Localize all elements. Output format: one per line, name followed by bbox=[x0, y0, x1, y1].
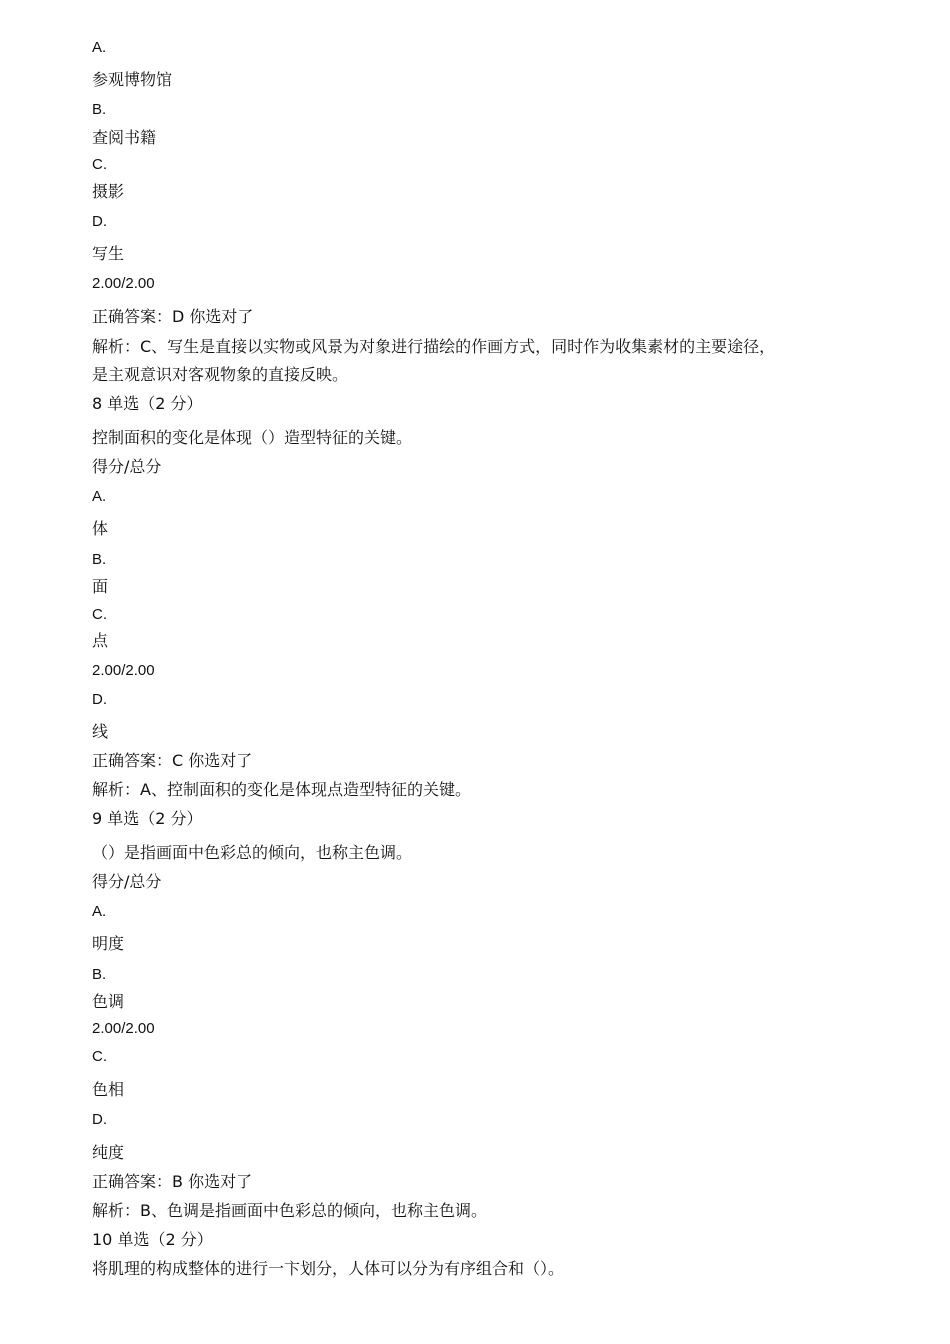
correct-answer: 正确答案：B 你选对了 bbox=[92, 1172, 253, 1191]
question-text: 将肌理的构成整体的进行一卞划分，人体可以分为有序组合和（）。 bbox=[92, 1259, 565, 1278]
option-c-label: C. bbox=[92, 156, 107, 173]
option-d-label: D. bbox=[92, 213, 107, 230]
option-b-label: B. bbox=[92, 101, 107, 118]
question-header: 8 单选（2 分） bbox=[92, 394, 203, 413]
explanation: 解析：C、写生是直接以实物或风景为对象进行描绘的作画方式，同时作为收集素材的主要途径， bbox=[92, 337, 776, 356]
option-text: 摄影 bbox=[92, 182, 125, 201]
option-text: 写生 bbox=[92, 244, 125, 263]
correct-answer: 正确答案：C 你选对了 bbox=[92, 751, 253, 770]
option-a-label: A. bbox=[92, 488, 107, 505]
option-b-label: B. bbox=[92, 551, 107, 568]
explanation: 解析：A、控制面积的变化是体现点造型特征的关键。 bbox=[92, 780, 471, 799]
option-c-label: C. bbox=[92, 1048, 107, 1065]
option-text: 色相 bbox=[92, 1080, 125, 1099]
score-value: 2.00/2.00 bbox=[92, 275, 155, 292]
option-text: 查阅书籍 bbox=[92, 128, 157, 147]
option-text: 纯度 bbox=[92, 1143, 125, 1162]
question-header: 9 单选（2 分） bbox=[92, 809, 203, 828]
option-text: 面 bbox=[92, 577, 109, 596]
score-header: 得分/总分 bbox=[92, 872, 162, 891]
question-header: 10 单选（2 分） bbox=[92, 1230, 213, 1249]
option-text: 点 bbox=[92, 631, 109, 650]
correct-answer: 正确答案：D 你选对了 bbox=[92, 307, 254, 326]
score-value: 2.00/2.00 bbox=[92, 1020, 155, 1037]
option-text: 明度 bbox=[92, 934, 125, 953]
option-text: 线 bbox=[92, 722, 109, 741]
option-text: 体 bbox=[92, 519, 109, 538]
option-text: 色调 bbox=[92, 992, 125, 1011]
option-b-label: B. bbox=[92, 966, 107, 983]
explanation-continued: 是主观意识对客观物象的直接反映。 bbox=[92, 365, 349, 384]
option-a-label: A. bbox=[92, 903, 107, 920]
explanation: 解析：B、色调是指画面中色彩总的倾向，也称主色调。 bbox=[92, 1201, 487, 1220]
option-a-label: A. bbox=[92, 39, 107, 56]
score-header: 得分/总分 bbox=[92, 457, 162, 476]
question-text: （）是指画面中色彩总的倾向，也称主色调。 bbox=[92, 843, 413, 862]
option-d-label: D. bbox=[92, 691, 107, 708]
option-d-label: D. bbox=[92, 1111, 107, 1128]
score-value: 2.00/2.00 bbox=[92, 662, 155, 679]
option-text: 参观博物馆 bbox=[92, 70, 173, 89]
question-text: 控制面积的变化是体现（）造型特征的关键。 bbox=[92, 428, 413, 447]
option-c-label: C. bbox=[92, 606, 107, 623]
